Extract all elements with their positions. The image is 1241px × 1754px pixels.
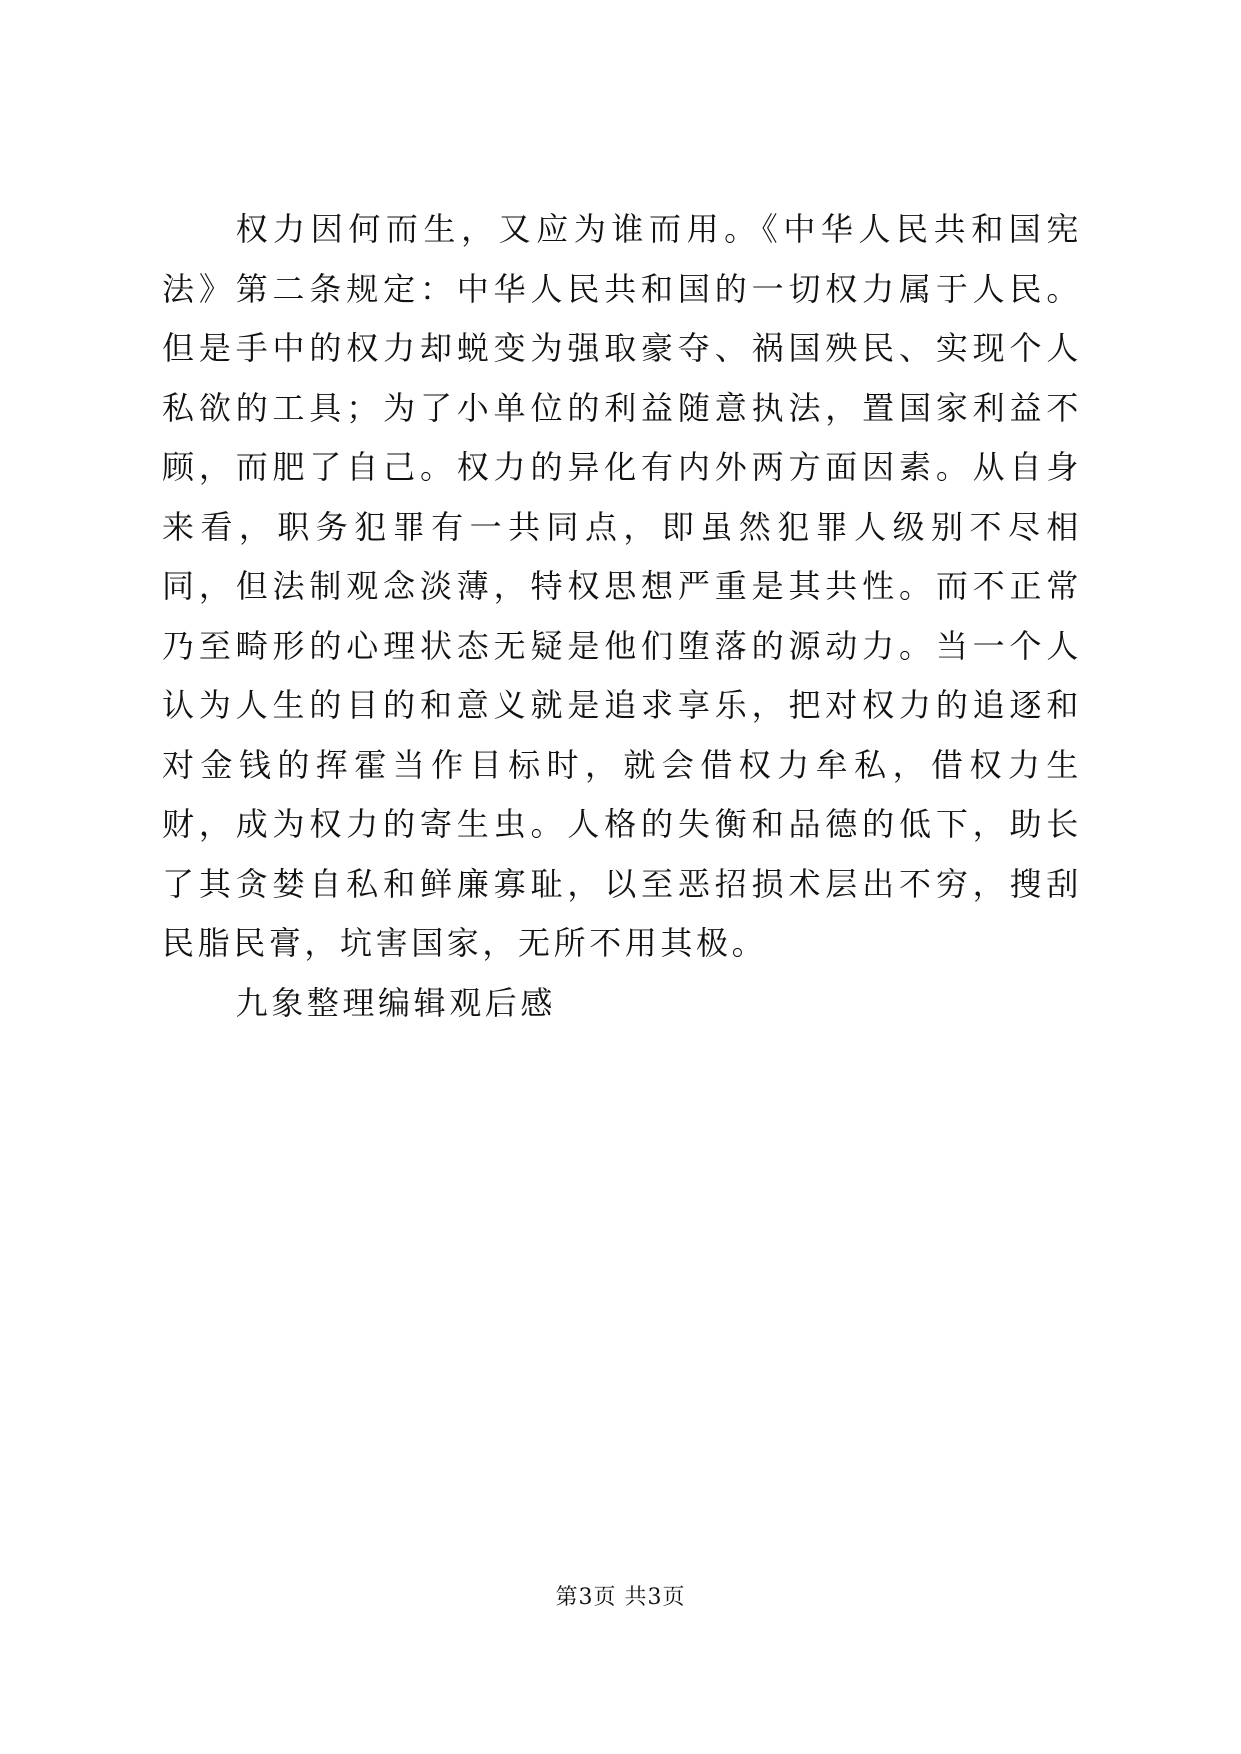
page-footer: 第3页 共3页: [555, 1585, 686, 1610]
document-body: [162, 200, 1082, 1033]
body-paragraph: 权力因何而生，又应为谁而用。《中华人民共和国宪法》第二条规定：中华人民共和国的一切权力属于人民。但是手中的权力却蜕变为强取豪夺、祸国殃民、实现个人私欲的工具；为了小单位的利益随意执法，置国家利益不顾，而肥了自己。权力的异化有内外两方面因素。从自身来看，职务犯罪有一共同点，即虽然犯罪人级别不尽相同，但法制观念淡薄，特权思想严重是其共性。而不正常乃至畸形的心理状态无疑是他们堕落的源动力。当一个人认为人生的目的和意义就是追求享乐，把对权力的追逐和对金钱的挥霍当作目标时，就会借权力牟私，借权力生财，成为权力的寄生虫。人格的失衡和品德的低下，助长了其贪婪自私和鲜廉寡耻，以至恶招损术层出不穷，搜刮民脂民膏，坑害国家，无所不用其极。: [162, 210, 1082, 962]
closing-paragraph: 九象整理编辑观后感: [235, 983, 556, 1022]
